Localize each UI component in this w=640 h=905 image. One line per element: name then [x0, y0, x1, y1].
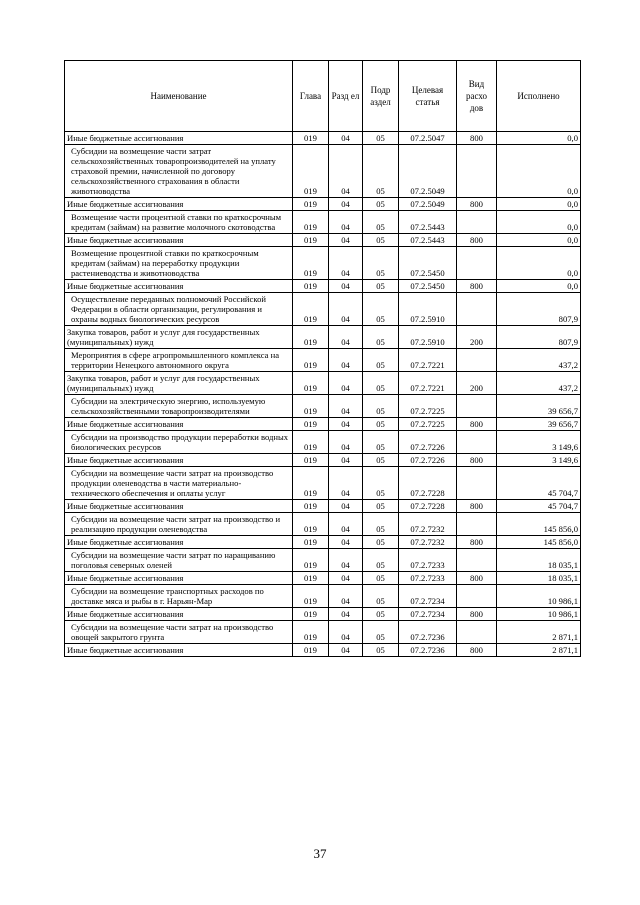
- cell-executed: 807,9: [497, 293, 581, 326]
- cell-target: 07.2.7226: [399, 454, 457, 467]
- cell-chapter: 019: [293, 247, 329, 280]
- header-chapter: Глава: [293, 61, 329, 132]
- cell-target: 07.2.7221: [399, 349, 457, 372]
- cell-section: 04: [329, 454, 363, 467]
- cell-kind: [457, 293, 497, 326]
- cell-name: Закупка товаров, работ и услуг для государственных (муниципальных) нужд: [65, 372, 293, 395]
- cell-name: Иные бюджетные ассигнования: [65, 500, 293, 513]
- cell-chapter: 019: [293, 513, 329, 536]
- cell-subsection: 05: [363, 372, 399, 395]
- table-row: [65, 293, 581, 326]
- cell-chapter: 019: [293, 549, 329, 572]
- cell-kind: 800: [457, 198, 497, 211]
- cell-executed: 2 871,1: [497, 621, 581, 644]
- cell-executed: 18 035,1: [497, 549, 581, 572]
- cell-name: Иные бюджетные ассигнования: [65, 132, 293, 145]
- table-row: [65, 549, 581, 572]
- table-row: [65, 644, 581, 657]
- header-subsection: Подр аздел: [363, 61, 399, 132]
- cell-chapter: 019: [293, 395, 329, 418]
- cell-section: 04: [329, 326, 363, 349]
- header-kind: Вид расхо дов: [457, 61, 497, 132]
- cell-chapter: 019: [293, 621, 329, 644]
- cell-executed: 10 986,1: [497, 585, 581, 608]
- cell-kind: 800: [457, 132, 497, 145]
- cell-executed: 807,9: [497, 326, 581, 349]
- cell-target: 07.2.5450: [399, 247, 457, 280]
- cell-name: Иные бюджетные ассигнования: [65, 608, 293, 621]
- header-name: Наименование: [65, 61, 293, 132]
- cell-target: 07.2.7221: [399, 372, 457, 395]
- cell-subsection: 05: [363, 467, 399, 500]
- cell-name: Иные бюджетные ассигнования: [65, 644, 293, 657]
- cell-subsection: 05: [363, 349, 399, 372]
- table-row: [65, 536, 581, 549]
- cell-chapter: 019: [293, 454, 329, 467]
- cell-kind: [457, 431, 497, 454]
- cell-target: 07.2.5910: [399, 326, 457, 349]
- cell-target: 07.2.7232: [399, 513, 457, 536]
- cell-section: 04: [329, 549, 363, 572]
- cell-target: 07.2.5049: [399, 145, 457, 198]
- header-section: Разд ел: [329, 61, 363, 132]
- cell-kind: 200: [457, 326, 497, 349]
- cell-section: 04: [329, 536, 363, 549]
- cell-section: 04: [329, 234, 363, 247]
- cell-subsection: 05: [363, 198, 399, 211]
- cell-section: 04: [329, 211, 363, 234]
- cell-target: 07.2.7234: [399, 585, 457, 608]
- cell-executed: 39 656,7: [497, 395, 581, 418]
- cell-section: 04: [329, 145, 363, 198]
- cell-section: 04: [329, 585, 363, 608]
- cell-target: 07.2.7226: [399, 431, 457, 454]
- cell-executed: 437,2: [497, 349, 581, 372]
- cell-section: 04: [329, 500, 363, 513]
- cell-subsection: 05: [363, 608, 399, 621]
- cell-section: 04: [329, 621, 363, 644]
- cell-executed: 145 856,0: [497, 536, 581, 549]
- cell-subsection: 05: [363, 500, 399, 513]
- cell-section: 04: [329, 372, 363, 395]
- cell-executed: 0,0: [497, 198, 581, 211]
- cell-name: Иные бюджетные ассигнования: [65, 454, 293, 467]
- cell-kind: [457, 395, 497, 418]
- cell-chapter: 019: [293, 198, 329, 211]
- cell-executed: 2 871,1: [497, 644, 581, 657]
- table-row: [65, 349, 581, 372]
- table-row: [65, 418, 581, 431]
- cell-target: 07.2.5443: [399, 234, 457, 247]
- table-row: [65, 326, 581, 349]
- cell-executed: 18 035,1: [497, 572, 581, 585]
- table-row: [65, 585, 581, 608]
- cell-target: 07.2.5049: [399, 198, 457, 211]
- cell-executed: 10 986,1: [497, 608, 581, 621]
- cell-target: 07.2.7228: [399, 467, 457, 500]
- cell-subsection: 05: [363, 431, 399, 454]
- cell-executed: 437,2: [497, 372, 581, 395]
- cell-target: 07.2.7234: [399, 608, 457, 621]
- cell-subsection: 05: [363, 549, 399, 572]
- cell-subsection: 05: [363, 585, 399, 608]
- cell-name: Субсидии на производство продукции переработки водных биологических ресурсов: [65, 431, 293, 454]
- cell-subsection: 05: [363, 145, 399, 198]
- cell-section: 04: [329, 247, 363, 280]
- cell-executed: 0,0: [497, 145, 581, 198]
- cell-kind: 800: [457, 234, 497, 247]
- table-row: [65, 372, 581, 395]
- table-row: [65, 247, 581, 280]
- cell-chapter: 019: [293, 326, 329, 349]
- cell-executed: 45 704,7: [497, 467, 581, 500]
- budget-execution-table: [64, 60, 581, 657]
- cell-target: 07.2.7236: [399, 644, 457, 657]
- cell-executed: 39 656,7: [497, 418, 581, 431]
- table-row: [65, 513, 581, 536]
- cell-kind: 800: [457, 454, 497, 467]
- table-row: [65, 132, 581, 145]
- cell-name: Субсидии на возмещение части затрат по наращиванию поголовья северных оленей: [65, 549, 293, 572]
- cell-subsection: 05: [363, 536, 399, 549]
- cell-subsection: 05: [363, 280, 399, 293]
- cell-name: Иные бюджетные ассигнования: [65, 572, 293, 585]
- cell-subsection: 05: [363, 234, 399, 247]
- cell-section: 04: [329, 280, 363, 293]
- cell-section: 04: [329, 418, 363, 431]
- cell-subsection: 05: [363, 644, 399, 657]
- cell-section: 04: [329, 349, 363, 372]
- cell-name: Мероприятия в сфере агропромышленного комплекса на территории Ненецкого автономного округа: [65, 349, 293, 372]
- cell-kind: [457, 467, 497, 500]
- cell-subsection: 05: [363, 132, 399, 145]
- cell-section: 04: [329, 467, 363, 500]
- cell-kind: [457, 349, 497, 372]
- table-body: [65, 132, 581, 657]
- cell-subsection: 05: [363, 513, 399, 536]
- cell-chapter: 019: [293, 585, 329, 608]
- cell-chapter: 019: [293, 536, 329, 549]
- cell-subsection: 05: [363, 293, 399, 326]
- cell-subsection: 05: [363, 621, 399, 644]
- cell-subsection: 05: [363, 211, 399, 234]
- cell-executed: 0,0: [497, 280, 581, 293]
- cell-executed: 0,0: [497, 132, 581, 145]
- cell-kind: [457, 585, 497, 608]
- cell-subsection: 05: [363, 395, 399, 418]
- cell-name: Иные бюджетные ассигнования: [65, 536, 293, 549]
- table-row: [65, 234, 581, 247]
- cell-kind: [457, 621, 497, 644]
- cell-target: 07.2.5450: [399, 280, 457, 293]
- cell-name: Субсидии на электрическую энергию, используемую сельскохозяйственными товаропроизводителями: [65, 395, 293, 418]
- table-row: [65, 500, 581, 513]
- cell-name: Иные бюджетные ассигнования: [65, 418, 293, 431]
- cell-section: 04: [329, 431, 363, 454]
- cell-subsection: 05: [363, 326, 399, 349]
- cell-name: Субсидии на возмещение части затрат на производство продукции оленеводства в части материально-технического обеспечения и оплаты услуг: [65, 467, 293, 500]
- cell-section: 04: [329, 513, 363, 536]
- cell-executed: 3 149,6: [497, 431, 581, 454]
- cell-target: 07.2.7236: [399, 621, 457, 644]
- page-number: 37: [313, 846, 327, 861]
- cell-kind: 800: [457, 536, 497, 549]
- table-row: [65, 608, 581, 621]
- cell-target: 07.2.5047: [399, 132, 457, 145]
- cell-chapter: 019: [293, 280, 329, 293]
- cell-kind: [457, 513, 497, 536]
- table-row: [65, 211, 581, 234]
- cell-chapter: 019: [293, 467, 329, 500]
- cell-target: 07.2.7233: [399, 549, 457, 572]
- cell-chapter: 019: [293, 234, 329, 247]
- cell-kind: 800: [457, 644, 497, 657]
- cell-kind: [457, 145, 497, 198]
- cell-chapter: 019: [293, 608, 329, 621]
- cell-kind: [457, 247, 497, 280]
- cell-chapter: 019: [293, 500, 329, 513]
- cell-chapter: 019: [293, 372, 329, 395]
- cell-section: 04: [329, 608, 363, 621]
- cell-kind: [457, 211, 497, 234]
- cell-name: Субсидии на возмещение части затрат на производство овощей закрытого грунта: [65, 621, 293, 644]
- cell-section: 04: [329, 572, 363, 585]
- cell-section: 04: [329, 132, 363, 145]
- cell-chapter: 019: [293, 349, 329, 372]
- header-target: Целевая статья: [399, 61, 457, 132]
- cell-name: Закупка товаров, работ и услуг для государственных (муниципальных) нужд: [65, 326, 293, 349]
- table-row: [65, 467, 581, 500]
- cell-chapter: 019: [293, 145, 329, 198]
- cell-executed: 0,0: [497, 211, 581, 234]
- cell-chapter: 019: [293, 132, 329, 145]
- cell-kind: 200: [457, 372, 497, 395]
- cell-chapter: 019: [293, 431, 329, 454]
- table-row: [65, 431, 581, 454]
- cell-kind: [457, 549, 497, 572]
- cell-chapter: 019: [293, 293, 329, 326]
- cell-chapter: 019: [293, 572, 329, 585]
- cell-name: Возмещение процентной ставки по краткосрочным кредитам (займам) на переработку продукции растениеводства и животноводства: [65, 247, 293, 280]
- table-row: [65, 454, 581, 467]
- cell-name: Осуществление переданных полномочий Российской Федерации в области организации, регулирования и охраны водных биологических ресурсов: [65, 293, 293, 326]
- cell-name: Иные бюджетные ассигнования: [65, 280, 293, 293]
- cell-subsection: 05: [363, 418, 399, 431]
- table-header-row: [65, 61, 581, 132]
- cell-executed: 145 856,0: [497, 513, 581, 536]
- cell-section: 04: [329, 198, 363, 211]
- cell-subsection: 05: [363, 572, 399, 585]
- table-row: [65, 280, 581, 293]
- cell-name: Иные бюджетные ассигнования: [65, 234, 293, 247]
- cell-name: Субсидии на возмещение части затрат сельскохозяйственных товаропроизводителей на уплату страховой премии, начисленной по договору сельскохозяйственного страхования в области животноводства: [65, 145, 293, 198]
- cell-kind: 800: [457, 500, 497, 513]
- cell-subsection: 05: [363, 454, 399, 467]
- cell-target: 07.2.7232: [399, 536, 457, 549]
- table-row: [65, 621, 581, 644]
- cell-name: Иные бюджетные ассигнования: [65, 198, 293, 211]
- cell-kind: 800: [457, 572, 497, 585]
- cell-executed: 3 149,6: [497, 454, 581, 467]
- cell-target: 07.2.7233: [399, 572, 457, 585]
- cell-executed: 0,0: [497, 234, 581, 247]
- cell-kind: 800: [457, 418, 497, 431]
- cell-name: Субсидии на возмещение части затрат на производство и реализацию продукции оленеводства: [65, 513, 293, 536]
- cell-target: 07.2.5910: [399, 293, 457, 326]
- cell-name: Возмещение части процентной ставки по краткосрочным кредитам (займам) на развитие молочного скотоводства: [65, 211, 293, 234]
- cell-target: 07.2.7225: [399, 418, 457, 431]
- cell-chapter: 019: [293, 211, 329, 234]
- cell-target: 07.2.5443: [399, 211, 457, 234]
- cell-chapter: 019: [293, 644, 329, 657]
- cell-executed: 0,0: [497, 247, 581, 280]
- table-row: [65, 198, 581, 211]
- table-row: [65, 572, 581, 585]
- cell-kind: 800: [457, 608, 497, 621]
- cell-target: 07.2.7228: [399, 500, 457, 513]
- table-row: [65, 395, 581, 418]
- cell-kind: 800: [457, 280, 497, 293]
- header-executed: Исполнено: [497, 61, 581, 132]
- cell-chapter: 019: [293, 418, 329, 431]
- cell-target: 07.2.7225: [399, 395, 457, 418]
- cell-executed: 45 704,7: [497, 500, 581, 513]
- cell-subsection: 05: [363, 247, 399, 280]
- cell-section: 04: [329, 293, 363, 326]
- cell-name: Субсидии на возмещение транспортных расходов по доставке мяса и рыбы в г. Нарьян-Мар: [65, 585, 293, 608]
- cell-section: 04: [329, 395, 363, 418]
- cell-section: 04: [329, 644, 363, 657]
- table-row: [65, 145, 581, 198]
